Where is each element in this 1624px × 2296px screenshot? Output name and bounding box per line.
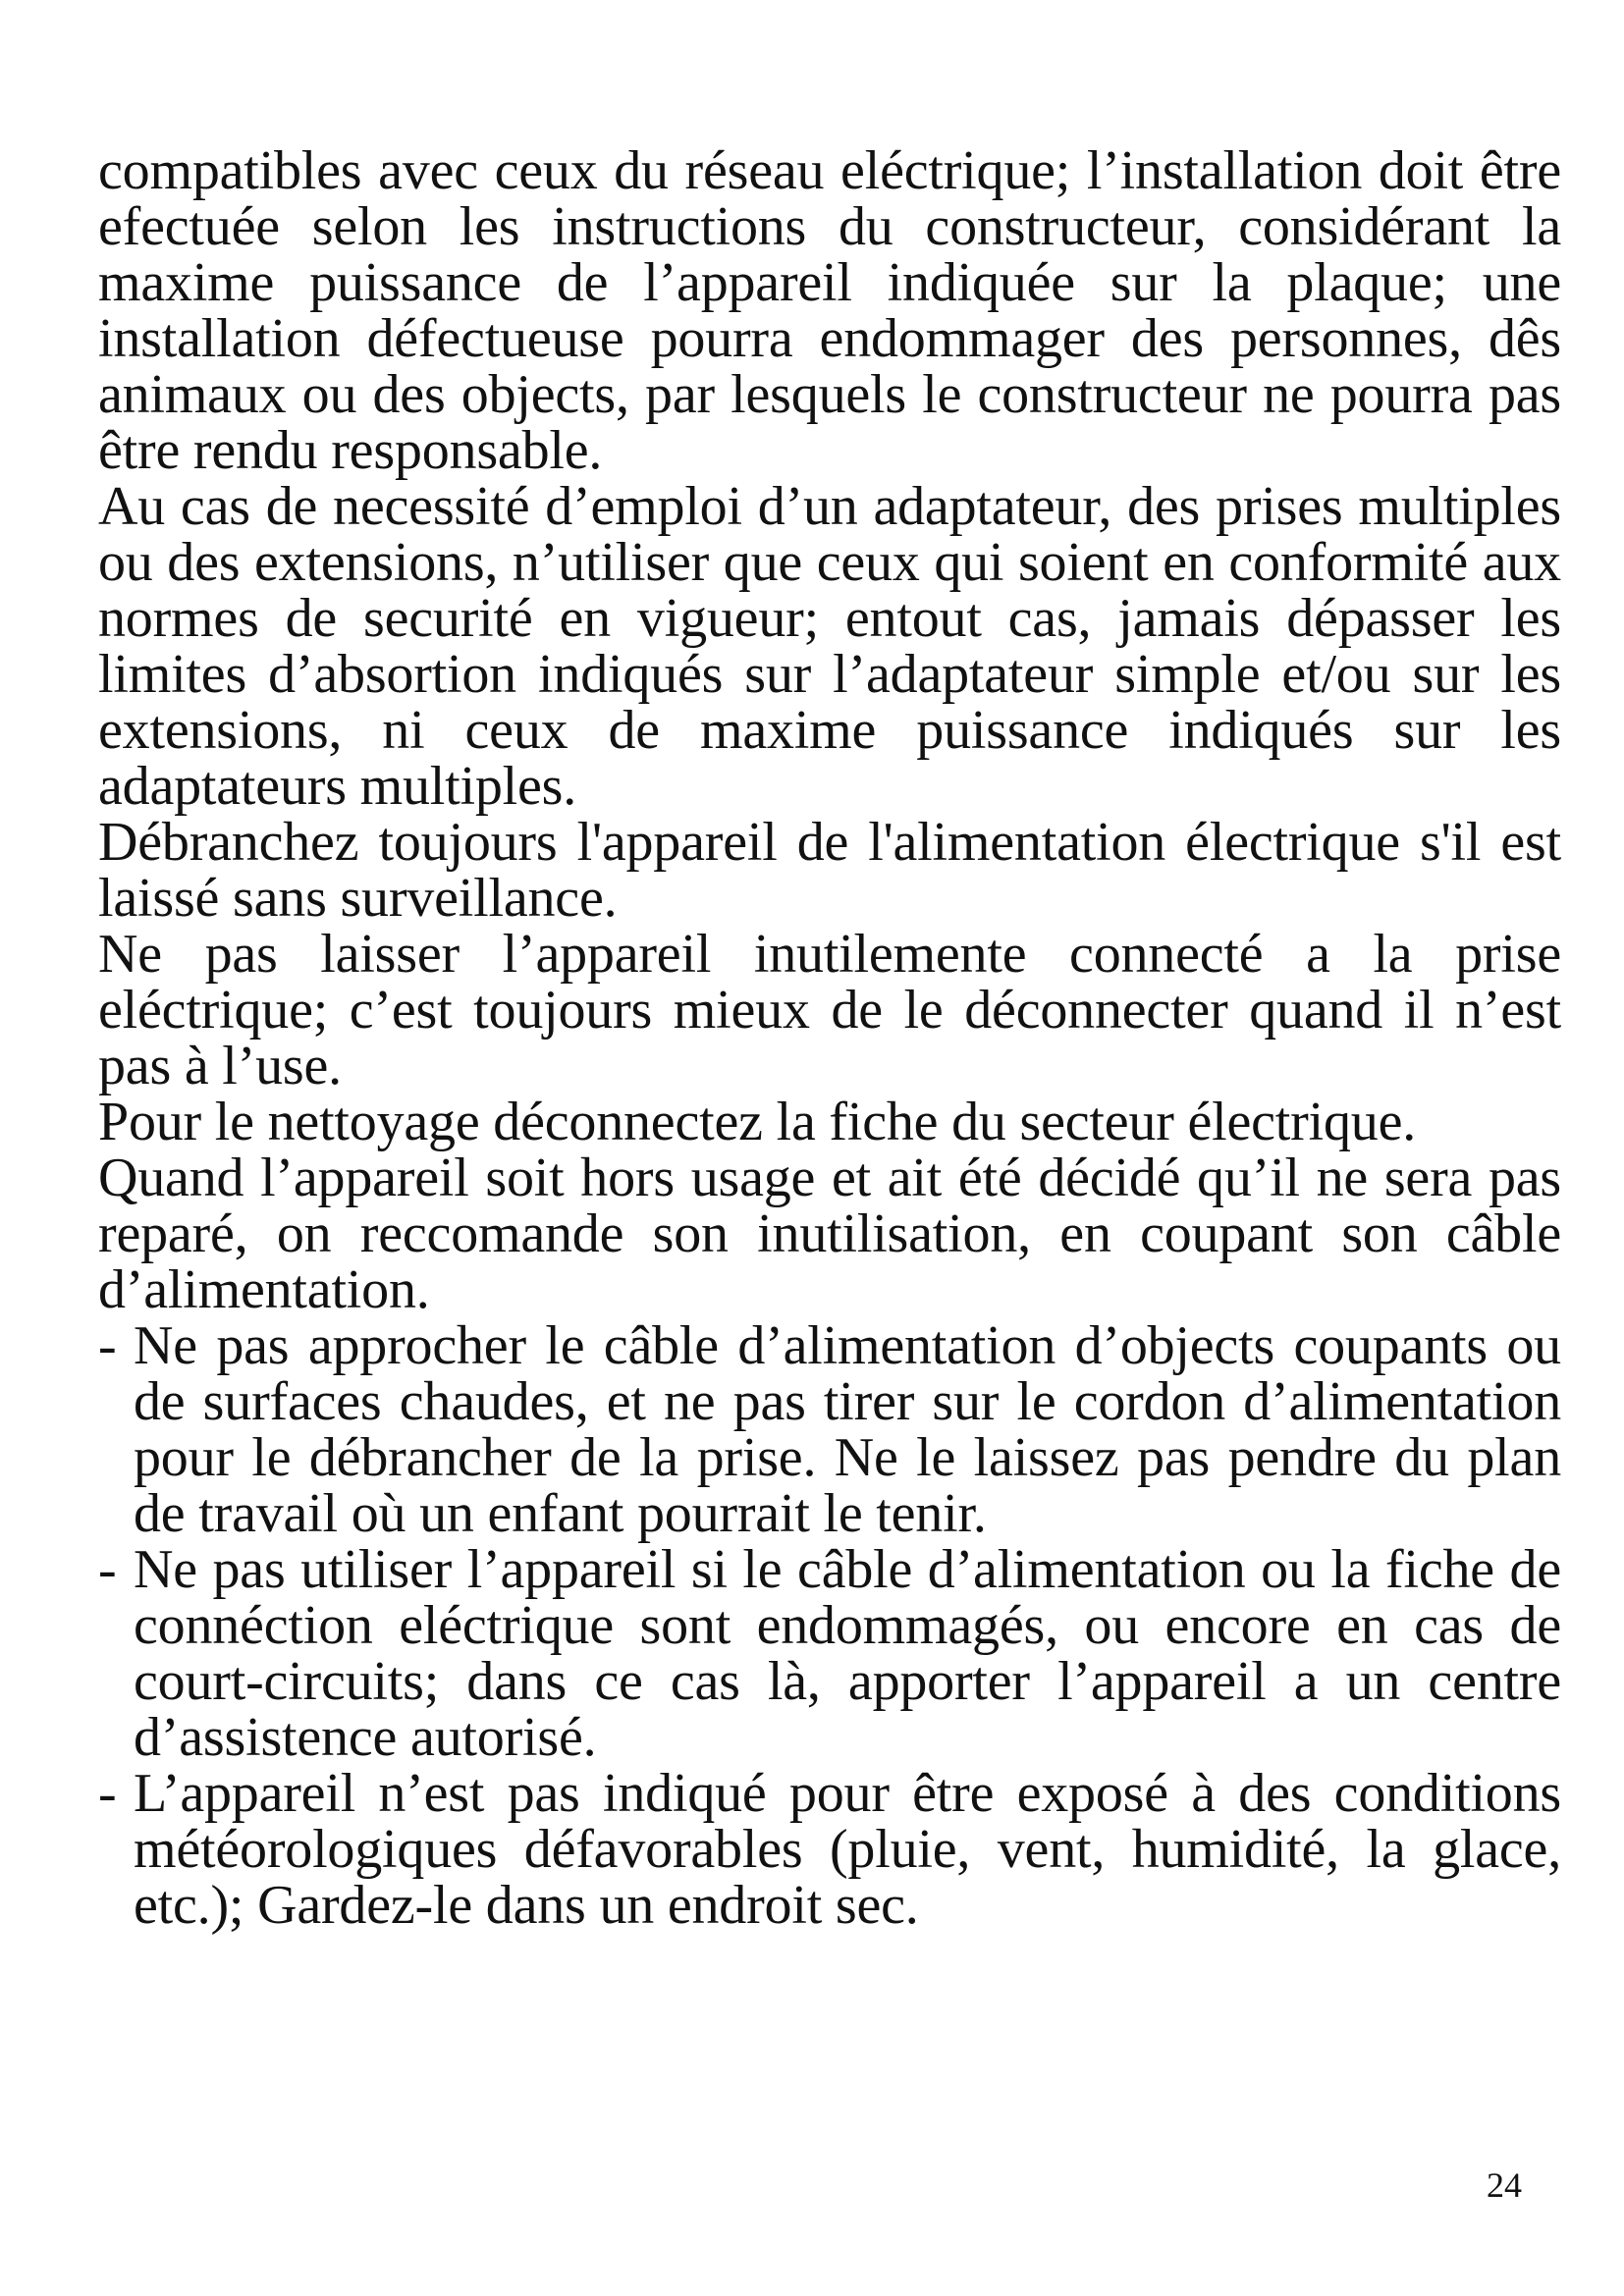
bullet-item-cable-handling <box>98 1315 1561 1544</box>
paragraph-disconnect: Ne pas laisser l’appareil inutilemente connecté a la prise eléctrique; c’est toujours mieux de le déconnecter quand il n’est pas à l’use. <box>98 924 1561 1096</box>
document-body <box>98 140 1561 1936</box>
bullet-text: Ne pas approcher le câble d’alimentation d’objects coupants ou de surfaces chaudes, et ne pas tirer sur le cordon d’alimentation pour le débrancher de la prise. Ne le laissez pas pendre du plan de travail où un enfant pourrait le tenir. <box>134 1315 1561 1544</box>
bullet-marker: - <box>98 1539 117 1600</box>
paragraph-installation: compatibles avec ceux du réseau eléctrique; l’installation doit être efectuée selon les instructions du constructeur, considérant la maxime puissance de l’appareil indiquée sur la plaque; une installation défectueuse pourra endommager des personnes, dês animaux ou des objects, par lesquels le constructeur ne pourra pas être rendu responsable. <box>98 140 1561 481</box>
bullet-marker: - <box>98 1315 117 1376</box>
bullet-text: L’appareil n’est pas indiqué pour être exposé à des conditions météorologiques défavorables (pluie, vent, humidité, la glace, etc.); Gardez-le dans un endroit sec. <box>134 1763 1561 1936</box>
bullet-text: Ne pas utiliser l’appareil si le câble d’alimentation ou la fiche de connéction eléctrique sont endommagés, ou encore en cas de court-circuits; dans ce cas là, apporter l’appareil a un centre d’assistence autorisé. <box>134 1539 1561 1768</box>
page-number: 24 <box>1487 2165 1522 2205</box>
bullet-item-weather <box>98 1763 1561 1936</box>
paragraph-adapter: Au cas de necessité d’emploi d’un adaptateur, des prises multiples ou des extensions, n’utiliser que ceux qui soient en conformité aux normes de securité en vigueur; entout cas, jamais dépasser les limites d’absortion indiqués sur l’adaptateur simple et/ou sur les extensions, ni ceux de maxime puissance indiqués sur les adaptateurs multiples. <box>98 476 1561 817</box>
bullet-item-damaged-cable <box>98 1539 1561 1768</box>
paragraph-disposal: Quand l’appareil soit hors usage et ait été décidé qu’il ne sera pas reparé, on reccomande son inutilisation, en coupant son câble d’alimentation. <box>98 1148 1561 1320</box>
paragraph-unplug-unattended: Débranchez toujours l'appareil de l'alimentation électrique s'il est laissé sans surveillance. <box>98 812 1561 929</box>
paragraph-cleaning: Pour le nettoyage déconnectez la fiche du secteur électrique. <box>98 1092 1417 1152</box>
bullet-marker: - <box>98 1763 117 1824</box>
